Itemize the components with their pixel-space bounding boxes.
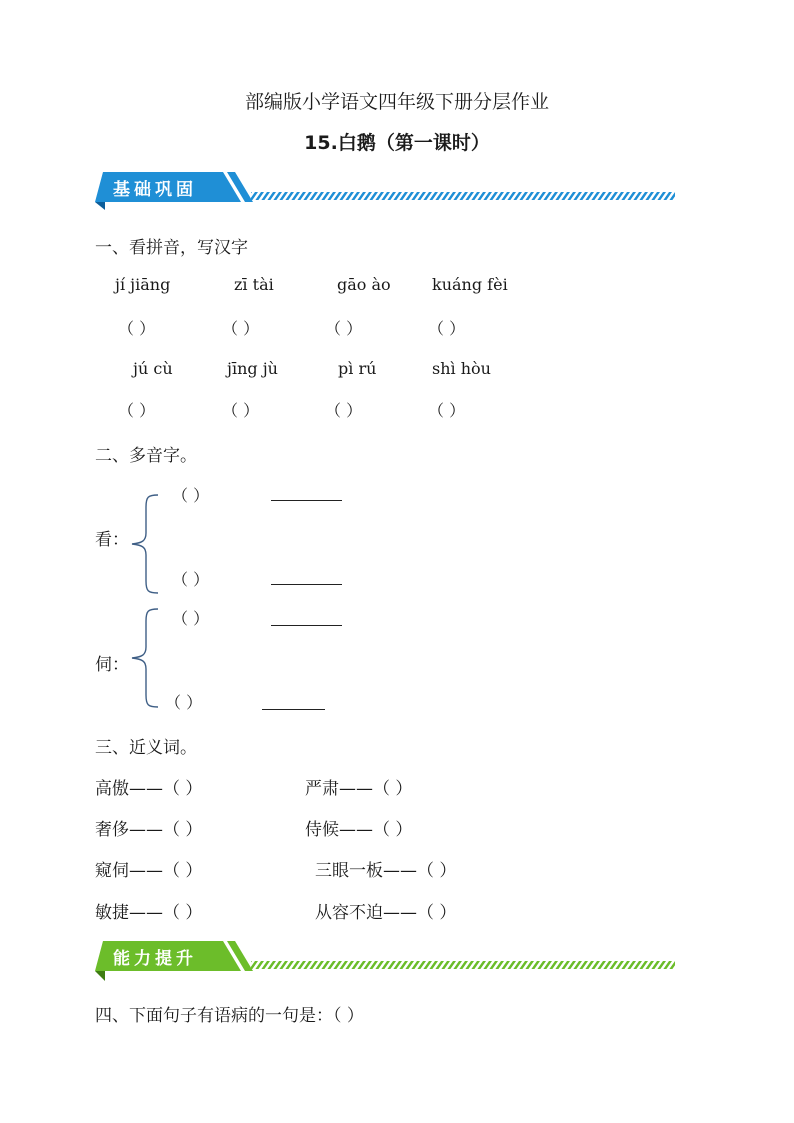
section-label-advanced: 能力提升 xyxy=(113,949,197,969)
synonym-item[interactable]: 侍候——（ ） xyxy=(305,820,413,840)
reading-blank[interactable]: （ ） xyxy=(172,486,210,505)
word-line[interactable] xyxy=(271,500,342,501)
reading-blank[interactable]: （ ） xyxy=(172,609,210,628)
answer-blank[interactable]: （ ） xyxy=(428,319,466,338)
answer-blank[interactable]: （ ） xyxy=(118,319,156,338)
synonym-item[interactable]: 高傲——（ ） xyxy=(95,779,203,799)
question-1-title: 一、看拼音，写汉字 xyxy=(95,238,248,258)
pinyin-4: kuáng fèi xyxy=(432,275,508,294)
lesson-title: 15.白鹅（第一课时） xyxy=(304,132,490,154)
pinyin-7: pì rú xyxy=(338,359,377,378)
synonym-item[interactable]: 三眼一板——（ ） xyxy=(315,861,457,881)
pinyin-3: gāo ào xyxy=(337,275,391,294)
synonym-item[interactable]: 奢侈——（ ） xyxy=(95,820,203,840)
question-3-title: 三、近义词。 xyxy=(95,738,197,758)
question-4-title: 四、下面句子有语病的一句是：（ ） xyxy=(95,1006,364,1026)
polyphone-char-kan: 看： xyxy=(95,530,129,550)
word-line[interactable] xyxy=(271,584,342,585)
answer-blank[interactable]: （ ） xyxy=(428,401,466,420)
reading-blank[interactable]: （ ） xyxy=(165,693,203,712)
answer-blank[interactable]: （ ） xyxy=(118,401,156,420)
reading-blank[interactable]: （ ） xyxy=(172,570,210,589)
answer-blank[interactable]: （ ） xyxy=(222,319,260,338)
document-title: 部编版小学语文四年级下册分层作业 xyxy=(244,91,549,113)
answer-blank[interactable]: （ ） xyxy=(222,401,260,420)
pinyin-5: jú cù xyxy=(133,359,173,378)
pinyin-1: jí jiāng xyxy=(115,275,171,294)
section-banner-advanced xyxy=(95,941,677,975)
synonym-item[interactable]: 敏捷——（ ） xyxy=(95,903,203,923)
synonym-item[interactable]: 窥伺——（ ） xyxy=(95,861,203,881)
synonym-item[interactable]: 从容不迫——（ ） xyxy=(315,903,457,923)
word-line[interactable] xyxy=(271,625,342,626)
brace-icon xyxy=(130,493,160,595)
section-banner-basic xyxy=(95,172,677,206)
brace-icon xyxy=(130,607,160,709)
answer-blank[interactable]: （ ） xyxy=(325,319,363,338)
word-line[interactable] xyxy=(262,709,325,710)
polyphone-char-si: 伺： xyxy=(95,655,129,675)
pinyin-8: shì hòu xyxy=(432,359,491,378)
synonym-item[interactable]: 严肃——（ ） xyxy=(305,779,413,799)
pinyin-6: jīng jù xyxy=(227,359,278,378)
answer-blank[interactable]: （ ） xyxy=(325,401,363,420)
question-2-title: 二、多音字。 xyxy=(95,446,197,466)
section-label-basic: 基础巩固 xyxy=(113,180,197,200)
pinyin-2: zī tài xyxy=(234,275,274,294)
